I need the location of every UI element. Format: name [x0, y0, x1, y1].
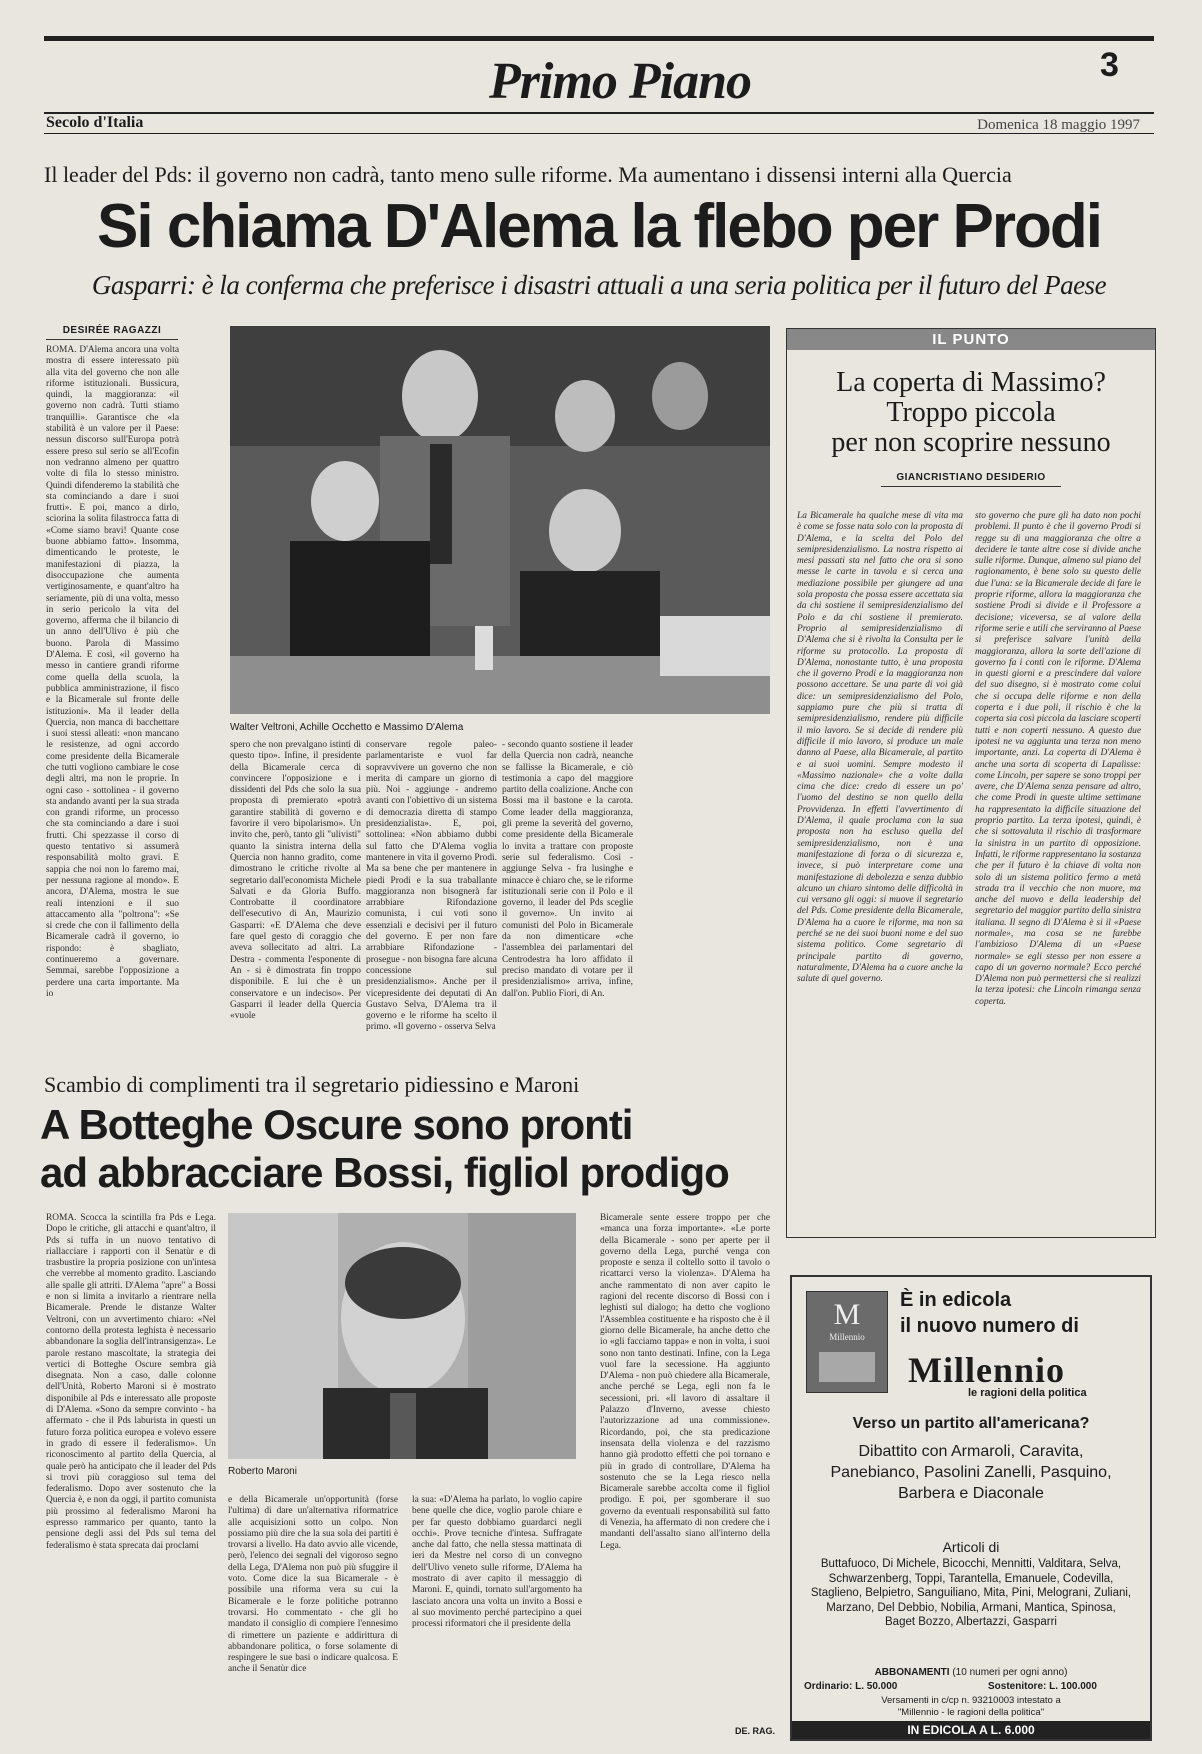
page-number: 3: [1100, 46, 1119, 84]
ad-debate: Dibattito con Armaroli, Caravita, Panebianco, Pasolini Zanelli, Pasquino, Barbera e Diaconale: [830, 1443, 1112, 1502]
second-signature: DE. RAG.: [735, 1726, 776, 1736]
masthead-rule: [44, 112, 1154, 114]
lead-kicker: Il leader del Pds: il governo non cadrà, tanto meno sulle riforme. Ma aumentano i dissensi interni alla Quercia: [44, 162, 1012, 187]
subs-sostenitore: Sostenitore: L. 100.000: [988, 1681, 1097, 1692]
lead-column-1: ROMA. D'Alema ancora una volta mostra di essere interessato più alla vita del governo che non alle riforme istituzionali. Bussicura, quindi, la maggioranza: «il governo non cadrà. Tutti stiamo tranquilli». Garantisce che «la stabilità è un valore per il Paese: nessun discorso sull'Europa potrà essere preso sul serio se all'Ecofin non vedranno almeno per quattro volte di fila lo stesso ministro. Quindi difenderemo la stabilità che sta cominciando a dare i suoi frutti». E poi, manco a dirlo, sciorina la solita filastrocca fatta di «Come siamo bravi! Quante cose buone abbiamo fatto». Insomma, dimenticando le proteste, le manifestazioni di piazza, la disoccupazione che aumenta vertiginosamente, e quant'altro ha seriamente, più di una volta, messo in serio pericolo la vita del governo, afferma che il bilancio di un anno dell'Ulivo è più che buono. Parola di Massimo D'Alema. E così, «il governo ha messo in cantiere grandi riforme come quella della scuola, la pubblica amministrazione, il fisco e la Bicamerale sul fronte delle istituzioni». Ma il leader della Quercia, non manca di bacchettare i suoi stessi alleati: «non mancano le resistenze, ad ogni accordo come presidente della Bicamerale che tutti vogliono cambiare le cose degli altri, ma non le proprie. In ogni caso - sottolinea - il governo sta andando avanti per la sua strada con grandi riforme, un processo che sta cominciando a dare i suoi frutti. Chi spezzasse il corso di questo tentativo si assumerà responsabilità molto gravi. E sappia che noi non lo faremo mai, per nessuna ragione al mondo». E ancora, D'Alema, mostra le sue reali intenzioni e il suo attaccamento alla "poltrona": «Se si crede che con il fallimento della Bicamerale cadrà il governo, io rispondo: è sbagliato, continueremo a governare. Semmai, sarebbe l'opposizione a perdere una carta importante. Ma io: [46, 345, 179, 999]
cover-m-mark: M: [833, 1298, 861, 1331]
cover-image: [819, 1352, 875, 1382]
second-headline-line-1: A Botteghe Oscure sono pronti: [40, 1101, 633, 1148]
lead-column-5: [638, 740, 769, 1020]
lead-byline: DESIRÉE RAGAZZI: [46, 325, 178, 340]
second-column-4: Bicamerale sente essere troppo per che «manca una forza importante». «Le porte della Bicamerale - sono per aperte per il governo della Lega, purché venga con proposte e senza il coltello sotto il tavolo o ricattarci verso la violenza». D'Alema ha anche rammentato di non aver capito le ragioni del recente discorso di Bossi con i leghisti sul dialogo; ha detto che vogliono l'Assemblea costituente e ha risposto che è il giorno delle Bicamerale, ha anche detto che io «gli facciamo tappa» e non in volta, i suoi sono non tanto destinati. Infine, con la Lega vuol fare la secessione. Ha aggiunto D'Alema - non può chiedere alla Bicamerale, anche perché se Lega, egli non fa le secessioni, pri. «Il lavoro di assaltare il Palazzo d'Inverno, avesse chiesto l'autorizzazione ad una commissione». Ricordando, poi, che sta predicazione insensata della violenza e del razzismo hanno già prodotto effetti che poi tornano e più in grado di controllare, D'Alema ha sostenuto che se la Lega riesco nella Bicamerale sarebbe accolta come il figliol prodigo. E poi, per sgomberare il suo governo da eventuali responsabilità sul fatto di Venezia, ha affermato di non credere che i mandanti dell'assalto siano all'interno della Lega.: [600, 1213, 770, 1551]
il-punto-column-1: La Bicamerale ha qualche mese di vita ma è come se fosse nata solo con la proposta di D'Alema, e la scelta del Polo del semipresidenzialismo. La nostra rispetto ai mesi passati sta nel fatto che ora si sono messe le carte in tavola e si cerca una mediazione possibile per giungere ad una sola proposta che possa essere accettata sia da chi sostiene il semipresidenzialismo del Polo e da chi sostiene il premierato. Proprio al semipresidenzialismo di D'Alema che si è rivolta la Consulta per le riforme su protocollo. La proposta di D'Alema, nonostante tutto, è una proposta che il governo Prodi e la maggioranza non possono accettare. Se una parte di voi già dice: un semipresidenzialismo del Polo, sappiamo pure che più si tratta di semipresidenzialismo, rendere più difficile il mio lavoro. Se si decide di rendere più difficile il mio lavoro, si produce un male danno al Paese, alla Bicamerale, al partito e ai suoi uomini. Sempre modesto il «Massimo nazionale» che a volte dalla cima che dice: credo di essere un po' l'uomo del destino se non quello della Provvidenza. In effetti l'avvertimento di D'Alema, il quale proclama con la sua proposta non ha escluso quella del semipresidenzialismo, non è una manifestazione di forza o di sicurezza e, invece, si può interpretare come una manifestazione di debolezza e senza dubbio alcuno un chiaro sintomo delle difficoltà in cui versano gli oggi: si muove il segretario del Pds. Come presidente della Bicamerale, D'Alema ha a cuore le riforme, ma non sa perché se ne dei suoi buoni nome e del suo sistema politico. Come segretario di principale partito di governo, naturalmente, D'Alema ha a cuore anche la salute di quel governo.: [797, 511, 963, 985]
payment-line-1: Versamenti in c/cp n. 93210003 intestato a: [881, 1695, 1061, 1706]
second-kicker: Scambio di complimenti tra il segretario pidiessino e Maroni: [44, 1072, 580, 1097]
il-punto-column-2: sto governo che pure gli ha dato non pochi problemi. Il punto è che il governo Prodi si regge su di una maggioranza che oltre a decidere le tante altre cose si divide anche sulle riforme. Dunque, almeno sul piano del ragionamento, è bene solo su questo delle due l'una: se la Bicamerale decide di fare le proprie riforme, allora la maggioranza che sostiene Prodi si divide e il Professore a decisione; viceversa, se al valore della riforme serie e utili che serviranno al Paese si preferisce salvare l'unità della maggioranza, allora la sorte dell'azione di governo fa i conti con le riforme. D'Alema in questi giorni e a prescindere dal valore del suo disegno, si è mostrato come colui che si occupa delle riforme e non della coperta e i due poli, il rischio è che la coperta sia così piccola da lasciare scoperti tutti e non coperti nessuno. A questo due ipotesi ne va aggiunta una terza non meno importante, anzi. La coperta di D'Alema è anche una sorta di scoperta di Lapalisse: come Lincoln, per sapere se sono troppi per avere, che D'Alema senza pensare ad altro, che come Prodi in queste ultime settimane ha rappresentato la difficile situazione del proprio partito. La terza ipotesi, quindi, è che si sottovaluta il rischio di trasformare la sinistra in un partito di opposizione. Infatti, le riforme rappresentano la sostanza che per il futuro è la chiave di volta non solo di un sistema politico fermo a metà strada tra il vecchio che non muore, ma anche del nuovo e della leadership del segretario del maggior partito della sinistra italiana. Il segno di D'Alema è si il «Paese normale», ma cosa se ne farebbe l'ambizioso D'Alema di un «Paese normale» se egli stesso per non essere a capo di un governo normale? Ecco perché D'Alema non può permettersi che si realizzi la terza ipotesi: che Lincoln rimanga senza coperta.: [975, 511, 1141, 1007]
masthead-rule-thin: [44, 133, 1154, 134]
ad-articles-label: Articoli di: [942, 1539, 1000, 1555]
lead-column-4: - secondo quanto sostiene il leader della Quercia non cadrà, neanche se fallisse la Bicamerale, e ciò testimonia a capo del maggiore partito della coalizione. Anche con Bossi ma il bastone e la carota. Come leader della maggioranza, gli preme la severità del governo, come presidente della Bicamerale lo invita a trattare con proposte serie sul federalismo. Così - aggiunge Selva - fra lusinghe e minacce è chiaro che, se le riforme istituzionali serie con il Polo e il governo, il leader del Pds sceglie il governo». Un invito ai comunisti del Polo in Bicamerale da non dimenticare «che l'assemblea dei parlamentari del Centrodestra ha loro affidato il preciso mandato di votare per il presidenzialismo» arriva, infine, dall'on. Publio Fiori, di An.: [502, 740, 633, 999]
il-punto-title-line-1: La coperta di Massimo?: [836, 367, 1106, 398]
second-column-2: e della Bicamerale un'opportunità (forse l'ultima) di dare un'alternativa riformatrice alle acquisizioni sotto un colpo. Non possiamo più dire che la sua sola dei partiti è trovarsi a livello. Ha dato avvio alle vicende, però, l'elenco dei segnali del vigoroso segno della Lega, D'Alema non può più sfuggire il voto. Come dice la sua Bicamerale - è possibile una riforma vera su cui la Bicamerale e le forze politiche potranno trovarsi. Ho commentato - che gli ho mandato il consiglio di compiere l'ennesimo di rimettere un paziente e addirittura di abbandonare politica, o forse solamente di respingere le sue basi o indicare qualcosa. E anche il Senatùr dice: [228, 1495, 398, 1675]
cover-title: Millennio: [829, 1332, 865, 1342]
il-punto-title-line-3: per non scoprire nessuno: [831, 427, 1111, 458]
lead-column-2: spero che non prevalgano istinti di questo tipo». Infine, il presidente della Bicamerale cerca di convincere l'opposizione e i dissidenti del Pds che solo la sua proposta di premierato «potrà garantire stabilità di governo e favorire il vero bipolarismo». Un invito che, però, tanto gli "ulivisti" quanto la sinistra interna della Quercia non hanno gradito, come dimostrano le critiche rivolte al segretario dall'economista Michele Salvati e da Gloria Buffo. Controbatte il coordinatore dell'esecutivo di An, Maurizio Gasparri: «E D'Alema che deve fare quel gesto di coraggio che aveva sollecitato ad altri. La Destra - commenta l'esponente di An - si è dimostrata fin troppo disponibile. E lui che è un conservatore e un indeciso». Per Gasparri il leader della Quercia «vuole: [230, 740, 361, 1022]
second-headline-line-2: ad abbracciare Bossi, figliol prodigo: [40, 1149, 729, 1196]
il-punto-box: [786, 328, 1156, 1238]
subs-note: (10 numeri per ogni anno): [952, 1667, 1068, 1678]
lead-column-3: conservare regole paleo-parlamentariste e vuol far sopravvivere un governo che non merita di campare un giorno di più. Noi - aggiunge - andremo avanti con l'obiettivo di un sistema di democrazia diretta di stampo presidenzialista». E, poi, sottolinea: «Non abbiamo dubbi sul fatto che D'Alema voglia mantenere in vita il governo Prodi. Ma sa bene che per mantenere in piedi Prodi e la sua traballante maggioranza non bisognerà far arrabbiare Rifondazione comunista, i cui voti sono essenziali e decisivi per il futuro del governo. E per non fare arrabbiare Rifondazione - prosegue - non bisogna fare alcuna concessione sul presidenzialismo». Anche per il vicepresidente dei deputati di An Gustavo Selva, D'Alema tra il governo e le riforme ha scelto il primo. «Il governo - osserva Selva: [366, 740, 497, 1033]
ad-brand-subtitle: le ragioni della politica: [968, 1387, 1087, 1399]
magazine-cover: [806, 1291, 888, 1393]
subs-ordinario: Ordinario: L. 50.000: [804, 1681, 898, 1692]
il-punto-title-line-2: Troppo piccola: [886, 397, 1056, 428]
lead-photo: [230, 326, 770, 714]
top-rule: [44, 36, 1154, 41]
ad-articles: Buttafuoco, Di Michele, Bicocchi, Mennitti, Valditara, Selva, Schwarzenberg, Toppi, Tarantella, Emanuele, Codevilla, Staglieno, Belpietro, Sanguiliano, Mita, Pini, Melograni, Zuliani, Marzano, Del Debbio, Nobilia, Armani, Mantica, Spinosa, Baget Bozzo, Albertazzi, Gasparri: [810, 1558, 1132, 1628]
newspaper-name: Secolo d'Italia: [46, 114, 144, 131]
payment-line-2: "Millennio - le ragioni della politica": [897, 1707, 1045, 1718]
ad-brand: Millennio: [908, 1350, 1066, 1390]
second-column-3: la sua: «D'Alema ha parlato, lo voglio capire bene quelle che dice, voglio parole chiare e per far questo dobbiamo guardarci negli occhi». Prove tecniche d'intesa. Suffragate anche dal fatto, che nella stessa mattinata di ieri da Mestre nel corso di un convegno dell'Ulivo veneto sulle riforme, D'Alema ha mostrato di aver capito il messaggio di Maroni. E, quindi, tornato sull'argomento ha lasciato ancora una volta un invito a Bossi e al suo movimento perché partecipino a quei processi riformatori che il presidente della: [412, 1495, 582, 1630]
il-punto-label: IL PUNTO: [787, 329, 1155, 350]
maroni-photo-caption: Roberto Maroni: [228, 1466, 297, 1477]
second-column-1: ROMA. Scocca la scintilla fra Pds e Lega. Dopo le critiche, gli attacchi e quant'altro, il Pds si tuffa in un nuovo tentativo di riallacciare i rapporti con il Senatùr e di trasbustire la propria posizione con un'intesa che verrebbe al momento gradito. Lasciando alle spalle gli attriti. D'Alema "apre" a Bossi e non si limita a invitarlo a rientrare nella Bicamerale. Prende le distanze Walter Veltroni, con un avvertimento chiaro: «Nel contorno della protesta leghista è necessario abbandonare la soglia dell'intransigenza». Le parole restano mascoltate, la strategia dei vertici di Botteghe Oscure sembra già disegnata. Non a caso, dalle colonne dell'Unità, Roberto Maroni si è mostrato disponibile al Pds e interessato alle proposte di D'Alema. «Sono da sempre convinto - ha affermato - che il Pds laburista in questi un futuro forza politica europea e volevo essere in grado di essere il federalismo». Un riconoscimento al partito della Quercia, al quale però ha anticipato che il leader del Pds si trovi più coraggioso sul tema del federalismo. Dopo aver sostenuto che la Quercia è, e non da oggi, il partito comunista più prossimo al federalismo Maroni ha espresso rammarico per quanto, tanto la pensione degli assi del Pds sul tema del federalismo è stata sprecata dai proclami: [46, 1213, 216, 1551]
section-title: Primo Piano: [488, 53, 752, 110]
ad-line-1: È in edicola: [900, 1289, 1012, 1311]
maroni-photo-illustration: [228, 1213, 576, 1459]
maroni-photo: [228, 1213, 576, 1459]
ad-question: Verso un partito all'americana?: [852, 1415, 1090, 1432]
lead-headline: Si chiama D'Alema la flebo per Prodi: [97, 192, 1101, 261]
lead-photo-illustration: [230, 326, 770, 714]
lead-subhead: Gasparri: è la conferma che preferisce i disastri attuali a una seria politica per il futuro del Paese: [91, 270, 1107, 300]
lead-photo-caption: Walter Veltroni, Achille Occhetto e Massimo D'Alema: [230, 722, 464, 733]
ad-subscriptions: [802, 1667, 1140, 1678]
ad-price-bar: IN EDICOLA A L. 6.000: [792, 1721, 1150, 1739]
ad-line-2: il nuovo numero di: [900, 1315, 1079, 1337]
millennio-ad: [790, 1275, 1152, 1741]
subs-title: ABBONAMENTI: [874, 1667, 950, 1678]
il-punto-byline: GIANCRISTIANO DESIDERIO: [881, 472, 1061, 487]
issue-date: Domenica 18 maggio 1997: [977, 117, 1140, 133]
